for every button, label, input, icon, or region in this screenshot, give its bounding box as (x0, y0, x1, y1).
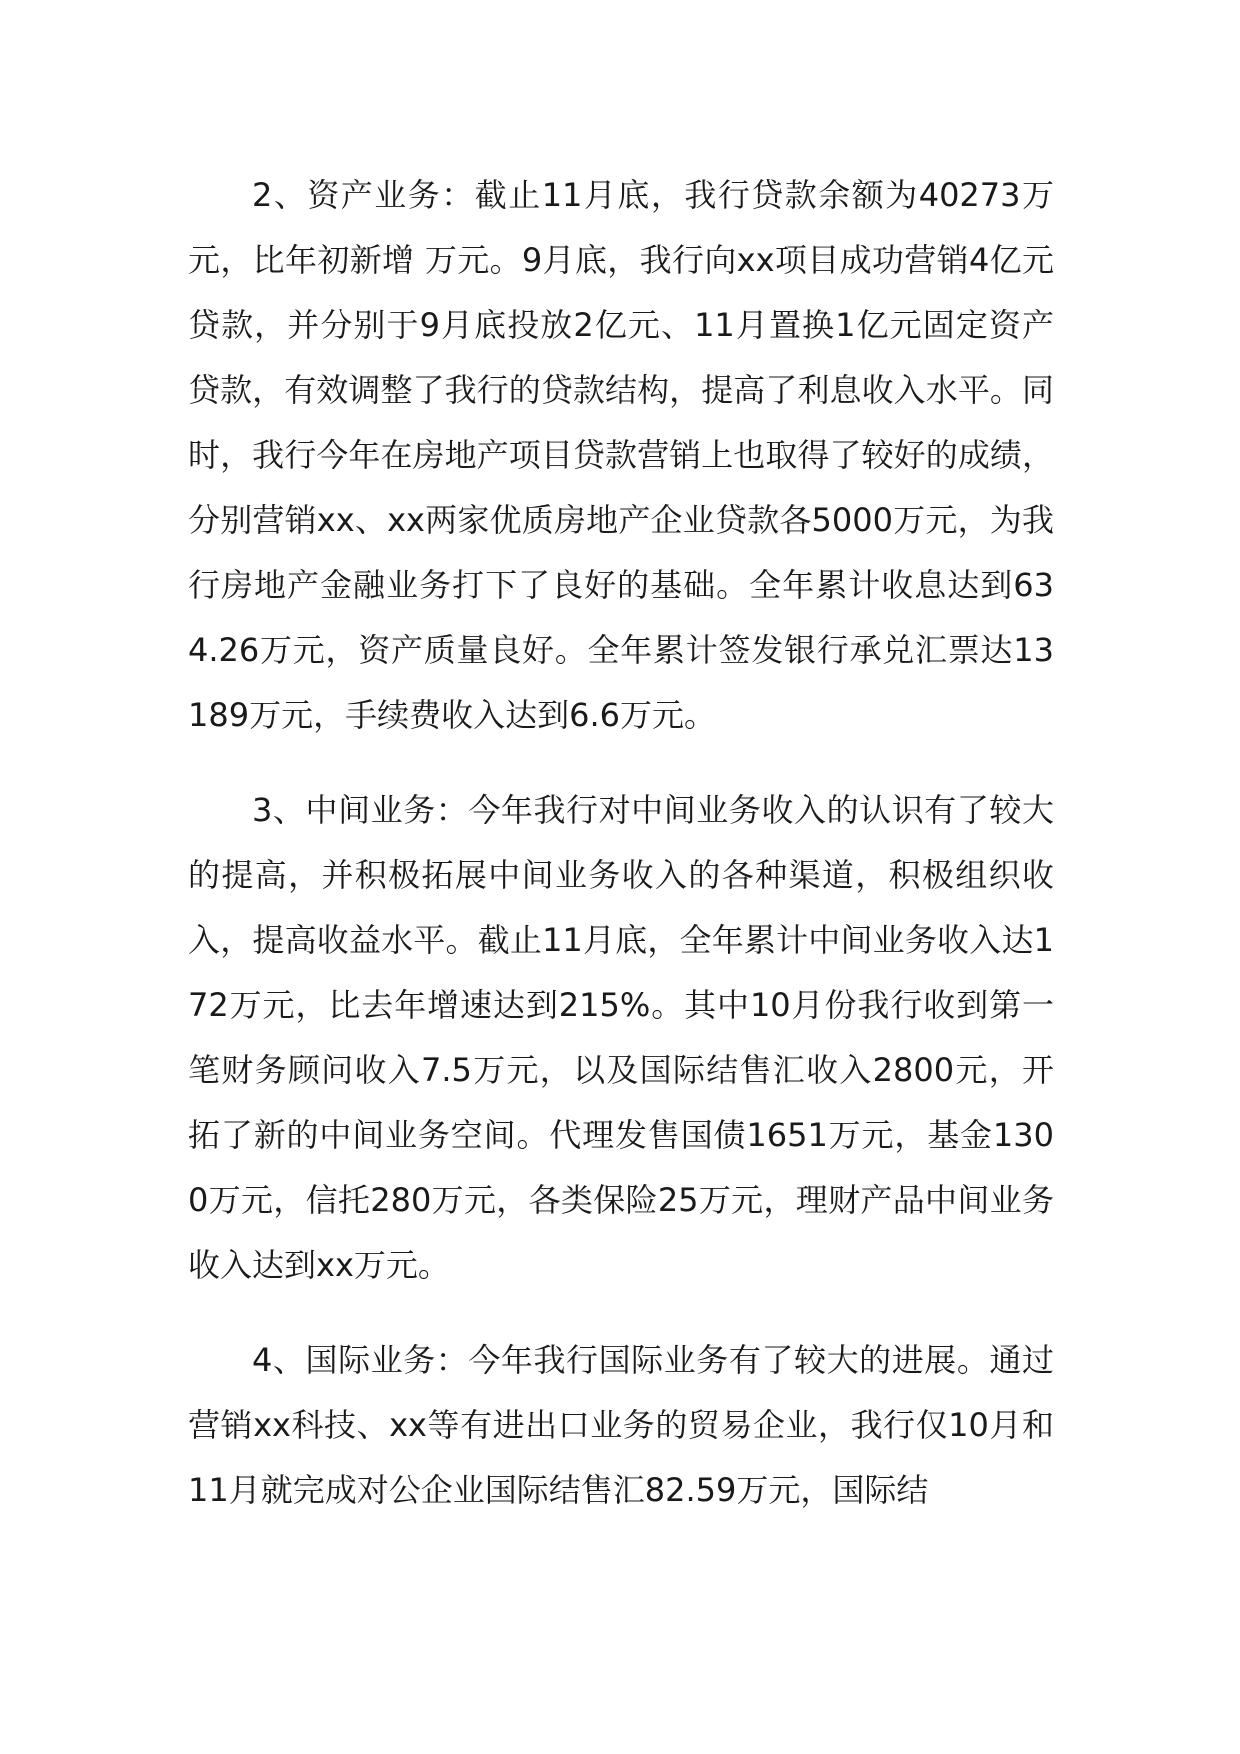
paragraph-asset-business: 2、资产业务：截止11月底，我行贷款余额为40273万元，比年初新增 万元。9月底，我行向xx项目成功营销4亿元贷款，并分别于9月底投放2亿元、11月置换1亿元固定资产贷款，有效调整了我行的贷款结构，提高了利息收入水平。同时，我行今年在房地产项目贷款营销上也取得了较好的成绩，分别营销xx、xx两家优质房地产企业贷款各5000万元，为我行房地产金融业务打下了良好的基础。全年累计收息达到634.26万元，资产质量良好。全年累计签发银行承兑汇票达13189万元，手续费收入达到6.6万元。 (188, 176, 1054, 734)
document-body (188, 163, 1054, 1523)
paragraph-intermediate-business: 3、中间业务：今年我行对中间业务收入的认识有了较大的提高，并积极拓展中间业务收入的各种渠道，积极组织收入，提高收益水平。截止11月底，全年累计中间业务收入达172万元，比去年增速达到215%。其中10月份我行收到第一笔财务顾问收入7.5万元，以及国际结售汇收入2800元，开拓了新的中间业务空间。代理发售国债1651万元，基金1300万元，信托280万元，各类保险25万元，理财产品中间业务收入达到xx万元。 (188, 791, 1054, 1284)
paragraph-international-business: 4、国际业务：今年我行国际业务有了较大的进展。通过营销xx科技、xx等有进出口业务的贸易企业，我行仅10月和11月就完成对公企业国际结售汇82.59万元，国际结 (188, 1341, 1054, 1509)
